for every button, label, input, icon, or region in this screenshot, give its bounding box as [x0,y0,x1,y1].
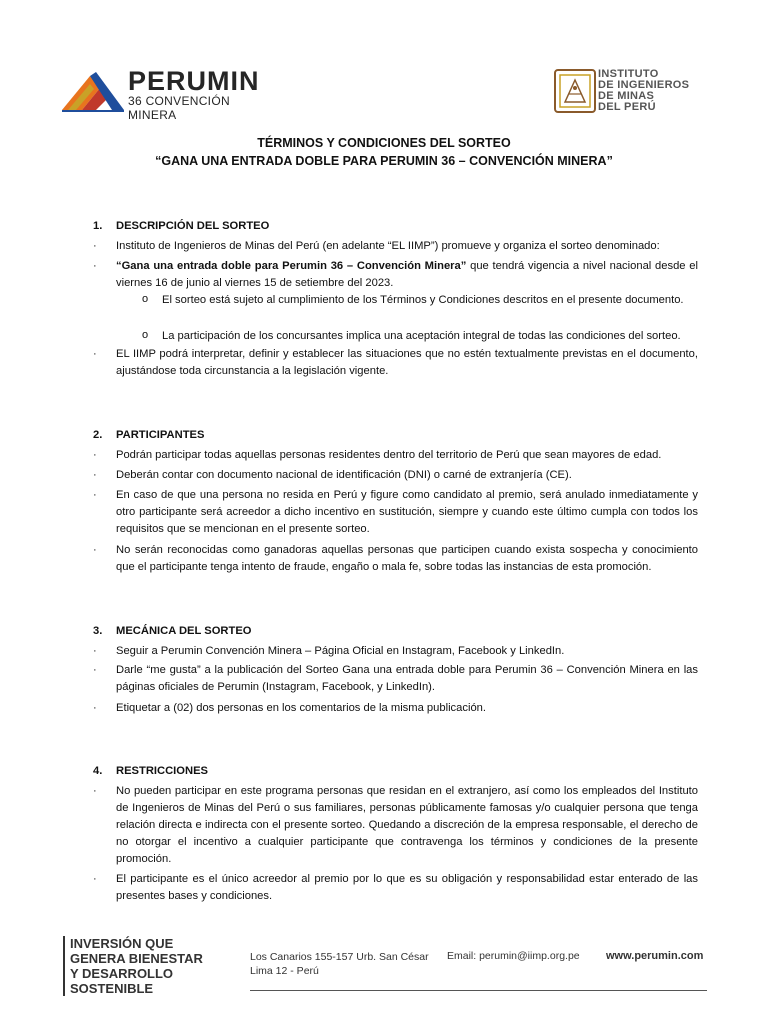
iimp-seal-icon [553,68,597,114]
footer-website[interactable]: www.perumin.com [606,950,704,962]
iimp-name-line: DEL PERÚ [598,101,656,113]
section-heading: DESCRIPCIÓN DEL SORTEO [116,220,270,232]
paragraph: Etiquetar a (02) dos personas en los comentarios de la misma publicación. [116,702,487,714]
iimp-name-line: DE MINAS [598,90,655,102]
iimp-name [598,69,689,113]
bullet-icon: · [93,449,97,461]
address-line: Los Canarios 155-157 Urb. San César [250,951,429,963]
sub-paragraph: La participación de los concursantes implica una aceptación integral de todas las condiciones del sorteo. [162,330,681,342]
address-line: Lima 12 - Perú [250,965,319,977]
iimp-name-line: DE INGENIEROS [598,79,690,91]
paragraph: Deberán contar con documento nacional de identificación (DNI) o carné de extranjería (CE). [116,469,572,481]
paragraph-text: que tendrá vigencia a nivel nacional desde el viernes 16 de junio al viernes 15 de setiembre del 2023. [116,260,698,289]
slogan-line: GENERA BIENESTAR [70,951,203,966]
bullet-icon: · [93,469,97,481]
bullet-icon: · [93,240,97,252]
paragraph: En caso de que una persona no resida en Perú y figure como candidato al premio, será anulado inmediatamente y otro participante será acreedor a dicho incentivo en sustitución, siempre y cuando este último cumpla con todos los requisitos que se mencionan en el presente sorteo. [116,489,698,535]
section-heading: RESTRICCIONES [116,765,208,777]
section-number: 1. [93,220,103,232]
bullet-icon: · [93,873,97,885]
slogan-line: SOSTENIBLE [70,981,154,996]
document-title: TÉRMINOS Y CONDICIONES DEL SORTEO [257,136,511,150]
slogan-line: Y DESARROLLO [70,966,174,981]
paragraph: EL IIMP podrá interpretar, definir y establecer las situaciones que no estén textualmente previstas en el documento, ajustándose toda circunstancia a la legislación vigente. [116,348,698,377]
footer-address [250,950,429,978]
footer-divider [250,990,707,991]
bullet-icon: · [93,489,97,501]
bullet-icon: · [93,544,97,556]
section-heading: MECÁNICA DEL SORTEO [116,625,252,637]
perumin-brand-text: PERUMIN [128,66,260,96]
bullet-icon: · [93,348,97,360]
bullet-icon: · [93,664,97,676]
perumin-subtitle: 36 CONVENCIÓN MINERA [128,94,230,122]
sub-paragraph: El sorteo está sujeto al cumplimiento de los Términos y Condiciones descritos en el presente documento. [162,294,684,306]
paragraph: Podrán participar todas aquellas personas residentes dentro del territorio de Perú que sean mayores de edad. [116,449,662,461]
bullet-icon: · [93,645,97,657]
section-number: 3. [93,625,103,637]
section-number: 4. [93,765,103,777]
paragraph: No pueden participar en este programa personas que residan en el extranjero, así como los empleados del Instituto de Ingenieros de Minas del Perú o sus familiares, personas públicamente famosas y/o cualquier persona que tenga relación directa e indirecta con el presente sorteo. Quedando a discreción de la empresa responsable, el derecho de no otorgar el incentivo a cualquier participante que contravenga los términos y condiciones de la presente promoción. [116,785,698,865]
footer-slogan [63,936,203,996]
bullet-icon: · [93,702,97,714]
section-heading: PARTICIPANTES [116,429,205,441]
paragraph: No serán reconocidas como ganadoras aquellas personas que participen cuando exista sospecha y conocimiento que el participante tenga intento de fraude, engaño o mala fe, sobre todas las instancias de esta promoción. [116,544,698,573]
bullet-icon: · [93,785,97,797]
footer-email[interactable]: Email: perumin@iimp.org.pe [447,950,580,962]
iimp-logo [553,68,728,116]
sweepstake-name: “Gana una entrada doble para Perumin 36 – Convención Minera” [116,260,467,272]
perumin-logo [60,66,270,122]
perumin-mountain-icon [60,70,126,114]
sub-bullet-icon: o [142,293,149,305]
paragraph: Instituto de Ingenieros de Minas del Perú (en adelante “EL IIMP”) promueve y organiza el sorteo denominado: [116,240,660,252]
paragraph: Seguir a Perumin Convención Minera – Página Oficial en Instagram, Facebook y LinkedIn. [116,645,565,657]
paragraph: El participante es el único acreedor al premio por lo que es su obligación y responsabilidad estar enterado de las presentes bases y condiciones. [116,873,698,902]
section-number: 2. [93,429,103,441]
sub-bullet-icon: o [142,329,149,341]
paragraph [116,258,698,292]
document-subtitle: “GANA UNA ENTRADA DOBLE PARA PERUMIN 36 – CONVENCIÓN MINERA” [155,154,613,168]
bullet-icon: · [93,260,97,272]
slogan-line: INVERSIÓN QUE [70,936,174,951]
iimp-name-line: INSTITUTO [598,68,659,80]
paragraph: Darle “me gusta” a la publicación del Sorteo Gana una entrada doble para Perumin 36 – Convención Minera en las páginas oficiales de Perumin (Instagram, Facebook, y LinkedIn). [116,664,698,693]
